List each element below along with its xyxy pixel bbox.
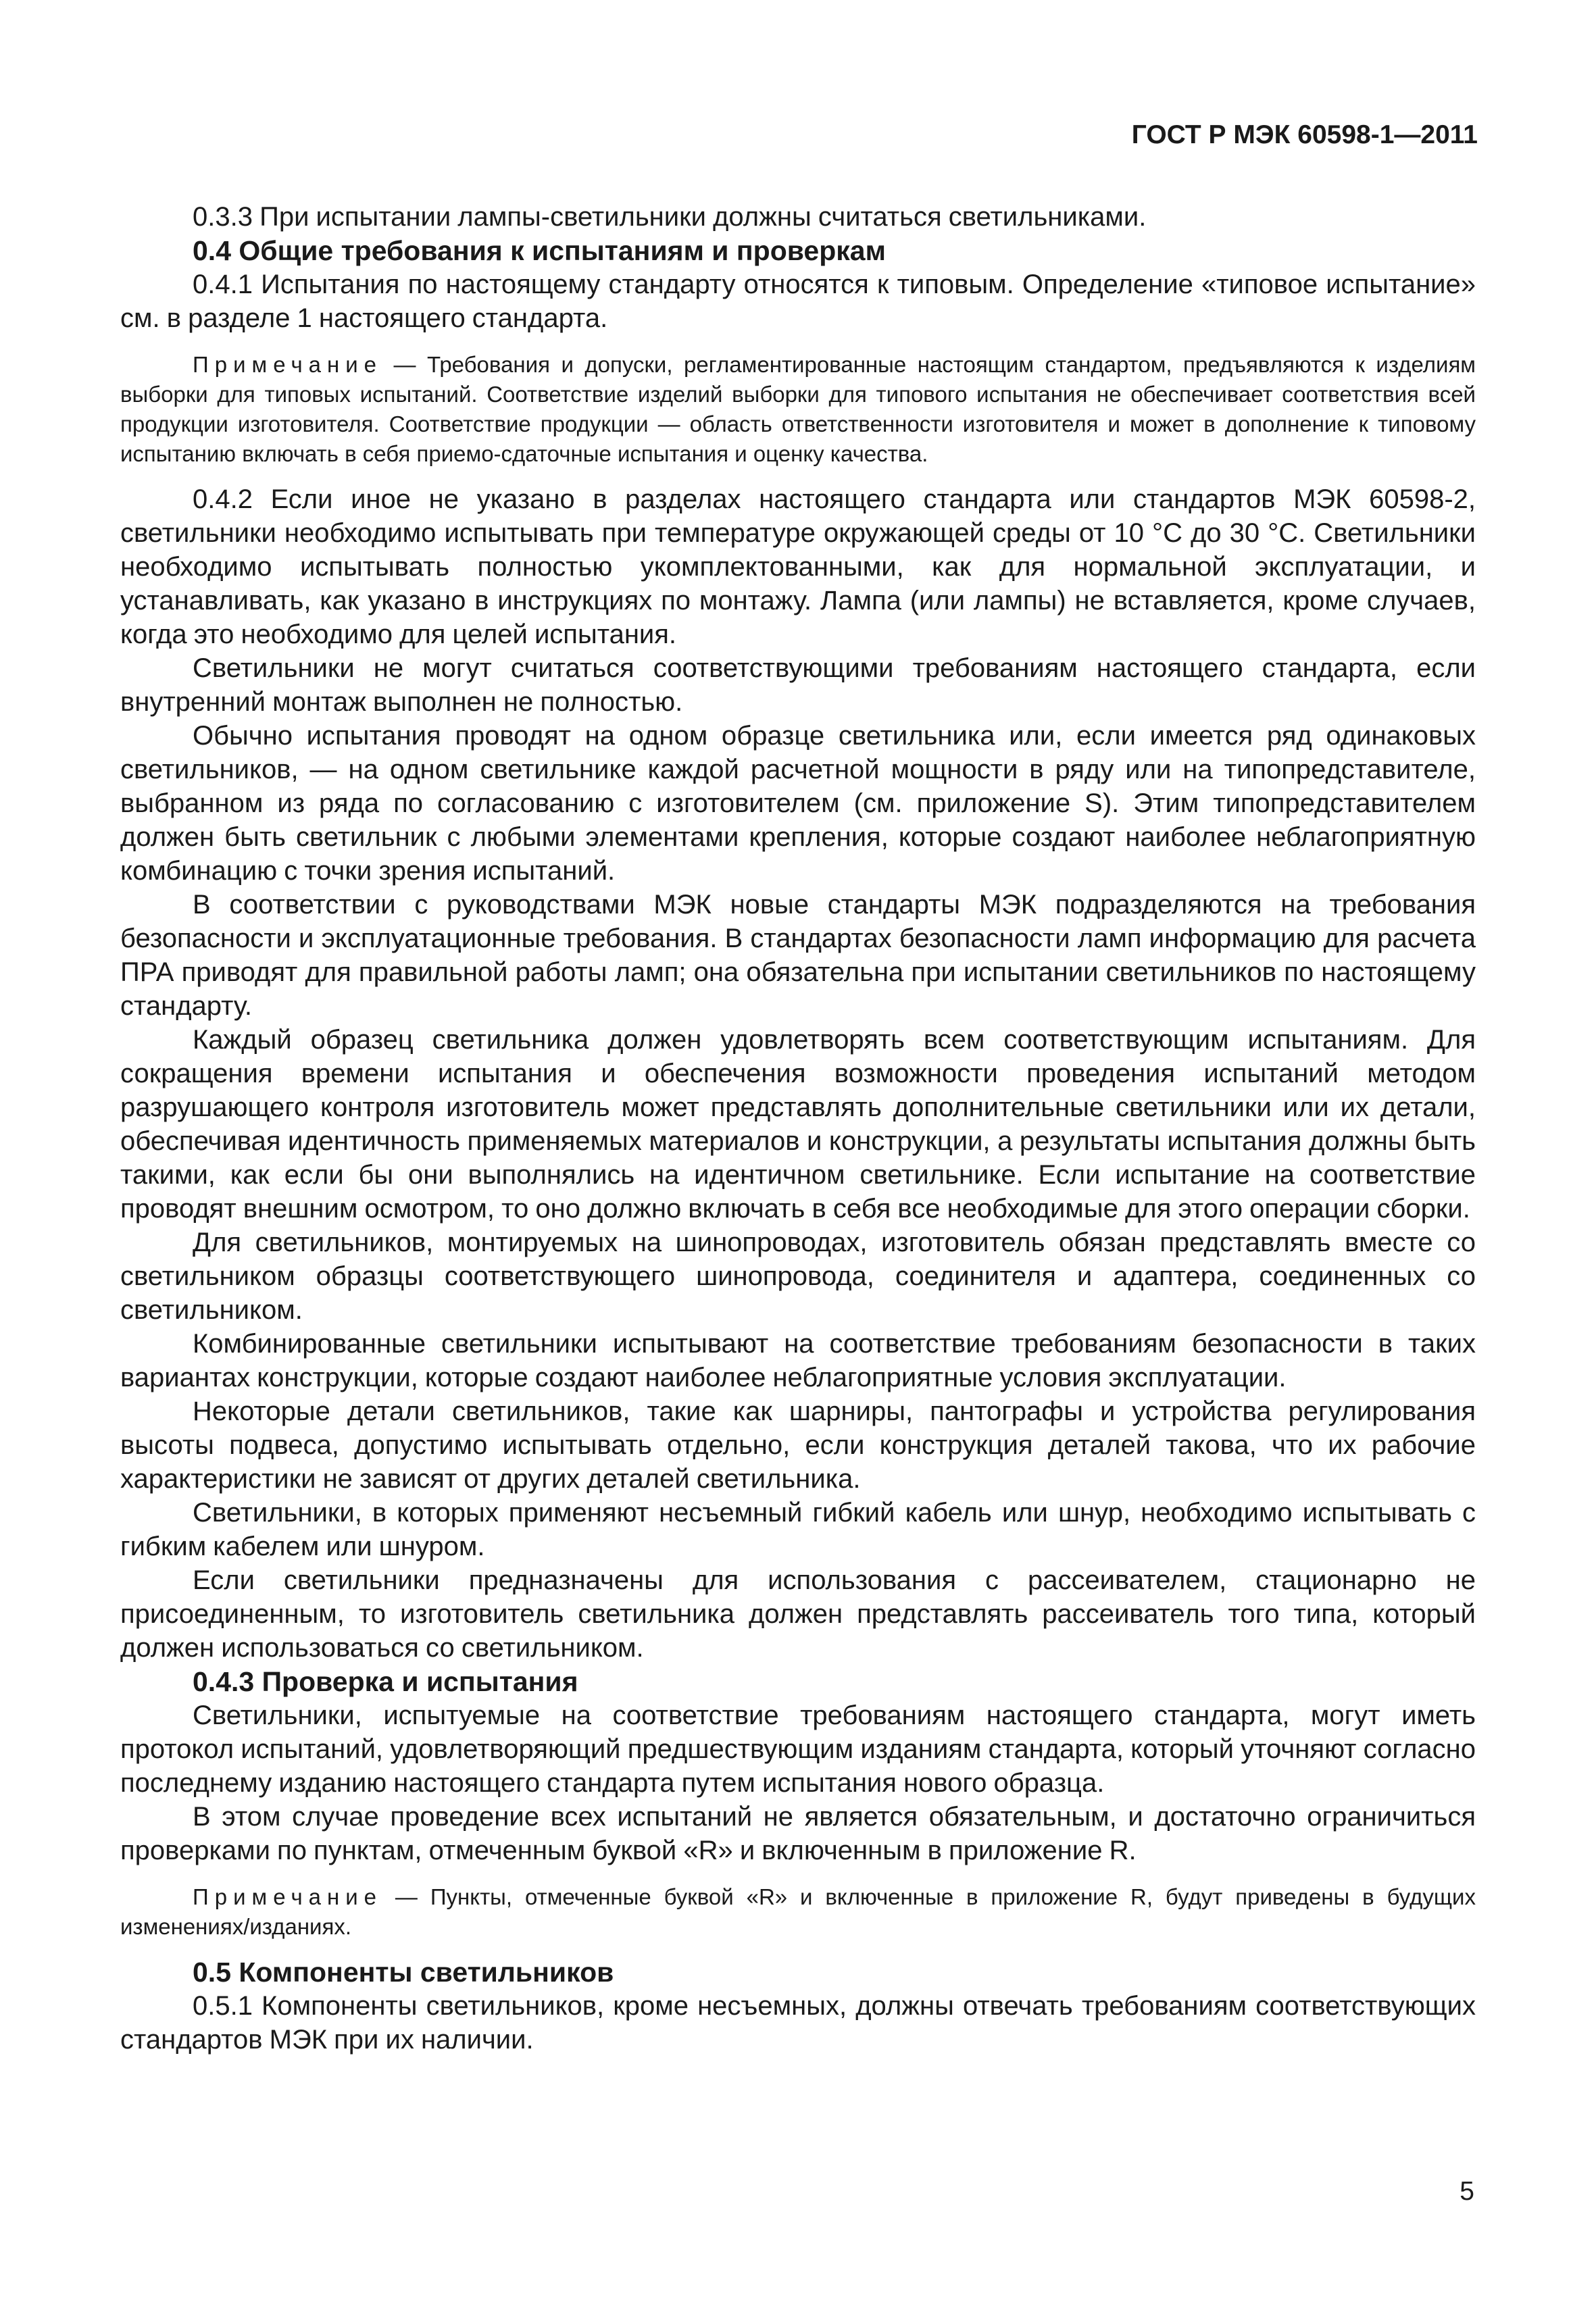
document-code-header: ГОСТ Р МЭК 60598-1—2011: [1131, 120, 1478, 149]
paragraph-0-4-2: 0.4.2 Если иное не указано в разделах настоящего стандарта или стандартов МЭК 60598-2, светильники необходимо испытывать при температуре окружающей среды от 10 °С до 30 °С. Светильники необходимо испытывать полностью укомплектованными, как для нормальной эксплуатации, и устанавливать, как указано в инструкциях по монтажу. Лампа (или лампы) не вставляется, кроме случаев, когда это необходимо для целей испытания.: [120, 484, 1476, 649]
paragraph-separate-parts: Некоторые детали светильников, такие как шарниры, пантографы и устройства регулирования высоты подвеса, допустимо испытывать отдельно, если конструкция деталей такова, что их рабочие характеристики не зависят от других деталей светильника.: [120, 1397, 1476, 1494]
paragraph-combined-luminaires: Комбинированные светильники испытывают на соответствие требованиям безопасности в таких вариантах конструкции, которые создают наиболее неблагоприятные условия эксплуатации.: [120, 1329, 1476, 1392]
paragraph-r-clauses: В этом случае проведение всех испытаний не является обязательным, и достаточно ограничиться проверками по пунктам, отмеченным буквой «R» и включенным в приложение R.: [120, 1802, 1476, 1865]
paragraph-sample-testing: Обычно испытания проводят на одном образце светильника или, если имеется ряд одинаковых светильников, — на одном светильнике каждой расчетной мощности в ряду или на типопредставителе, выбранном из ряда по согласованию с изготовителем (см. приложение S). Этим типопредставителем должен быть светильник с любыми элементами крепления, которые создают наиболее неблагоприятную комбинацию с точки зрения испытаний.: [120, 721, 1476, 886]
heading-0-4-3: 0.4.3 Проверка и испытания: [193, 1666, 578, 1697]
note-1-label: Примечание: [193, 352, 383, 377]
paragraph-track-luminaires: Для светильников, монтируемых на шинопроводах, изготовитель обязан представлять вместе со светильником образцы соответствующего шинопровода, соединителя и адаптера, соединенных со светильником.: [120, 1228, 1476, 1325]
paragraph-iec-guides: В соответствии с руководствами МЭК новые стандарты МЭК подразделяются на требования безопасности и эксплуатационные требования. В стандартах безопасности ламп информацию для расчета ПРА приводят для правильной работы ламп; она обязательна при испытании светильников по настоящему стандарту.: [120, 890, 1476, 1021]
paragraph-flexible-cable: Светильники, в которых применяют несъемный гибкий кабель или шнур, необходимо испытывать с гибким кабелем или шнуром.: [120, 1498, 1476, 1561]
note-1-text: — Требования и допуски, регламентированные настоящим стандартом, предъявляются к изделиям выборки для типовых испытаний. Соответствие изделий выборки для типового испытания не обеспечивает соответствия всей продукции изготовителя. Соответствие продукции — область ответственности изготовителя и может в дополнение к типовому испытанию включать в себя приемо-сдаточные испытания и оценку качества.: [120, 352, 1476, 466]
page-number: 5: [1460, 2177, 1474, 2206]
paragraph-each-sample: Каждый образец светильника должен удовлетворять всем соответствующим испытаниям. Для сокращения времени испытания и обеспечения возможности проведения испытаний методом разрушающего контроля изготовитель может представлять дополнительные светильники или их детали, обеспечивая идентичность применяемых материалов и конструкции, а результаты испытания должны быть такими, как если бы они выполнялись на идентичном светильнике. Если испытание на соответствие проводят внешним осмотром, то оно должно включать в себя все необходимые для этого операции сборки.: [120, 1025, 1476, 1224]
document-body: [120, 200, 1476, 2057]
note-1: [120, 350, 1476, 469]
heading-0-4: 0.4 Общие требования к испытаниям и проверкам: [193, 235, 886, 266]
paragraph-0-4-1: 0.4.1 Испытания по настоящему стандарту относятся к типовым. Определение «типовое испытание» см. в разделе 1 настоящего стандарта.: [120, 270, 1476, 333]
note-2: [120, 1882, 1476, 1942]
note-2-text: — Пункты, отмеченные буквой «R» и включенные в приложение R, будут приведены в будущих изменениях/изданиях.: [120, 1884, 1476, 1939]
paragraph-0-5-1: 0.5.1 Компоненты светильников, кроме несъемных, должны отвечать требованиям соответствующих стандартов МЭК при их наличии.: [120, 1991, 1476, 2055]
note-2-label: Примечание: [193, 1884, 383, 1909]
heading-0-5: 0.5 Компоненты светильников: [193, 1957, 614, 1988]
paragraph-internal-wiring: Светильники не могут считаться соответствующими требованиям настоящего стандарта, если внутренний монтаж выполнен не полностью.: [120, 653, 1476, 717]
paragraph-test-report: Светильники, испытуемые на соответствие требованиям настоящего стандарта, могут иметь протокол испытаний, удовлетворяющий предшествующим изданиям стандарта, который уточняют согласно последнему изданию настоящего стандарта путем испытания нового образца.: [120, 1701, 1476, 1798]
paragraph-diffuser: Если светильники предназначены для использования с рассеивателем, стационарно не присоединенным, то изготовитель светильника должен представлять рассеиватель того типа, который должен использоваться со светильником.: [120, 1565, 1476, 1663]
paragraph-0-3-3: 0.3.3 При испытании лампы-светильники должны считаться светильниками.: [193, 202, 1147, 232]
